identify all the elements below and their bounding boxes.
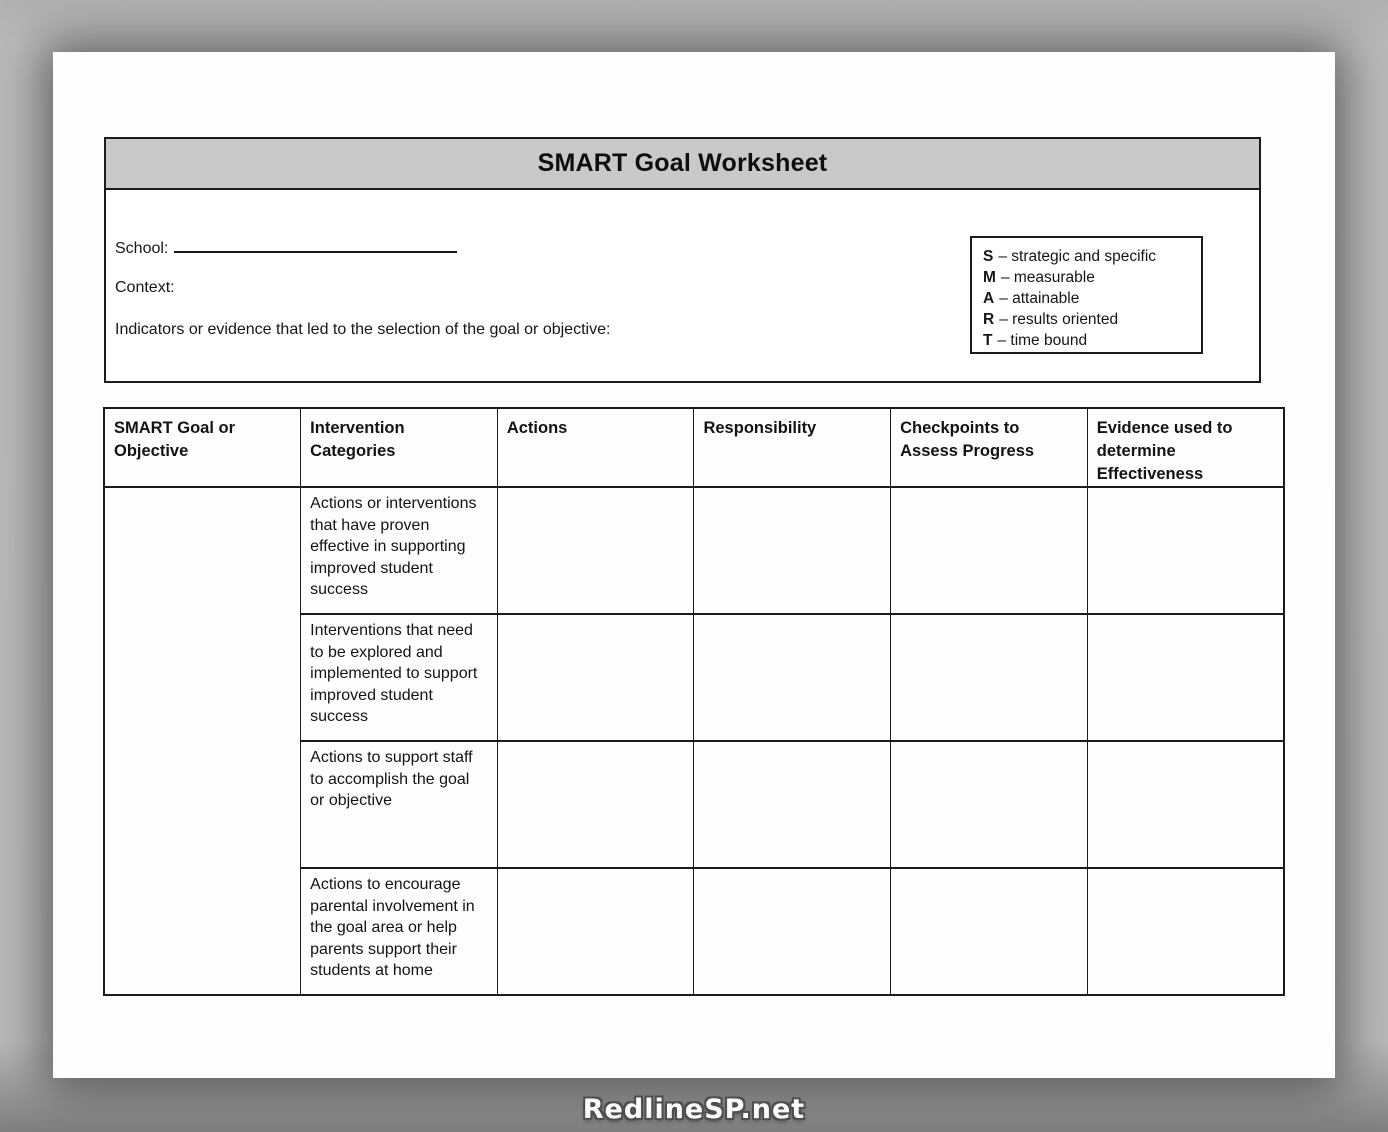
school-blank-line <box>174 236 457 253</box>
actions-cell <box>497 487 694 614</box>
header-content <box>106 190 1259 381</box>
site-watermark: RedlineSP.net <box>582 1094 806 1125</box>
smart-desc: – measurable <box>1000 269 1095 286</box>
intervention-category-cell: Actions or interventions that have proven effective in supporting improved student success <box>301 487 498 614</box>
checkpoints-cell <box>891 741 1088 868</box>
smart-desc: – strategic and specific <box>998 248 1157 265</box>
responsibility-cell <box>694 868 891 995</box>
smart-acronym-legend <box>970 236 1203 354</box>
column-header-intervention: Intervention Categories <box>301 408 498 487</box>
evidence-cell <box>1087 614 1284 741</box>
worksheet-header-box <box>104 137 1261 383</box>
smart-letter: S <box>983 248 994 265</box>
smart-letter: A <box>983 290 995 307</box>
smart-desc: – results oriented <box>999 311 1119 328</box>
smart-legend-row <box>983 309 1197 330</box>
intervention-category-cell: Interventions that need to be explored and implemented to support improved student success <box>301 614 498 741</box>
checkpoints-cell <box>891 614 1088 741</box>
school-field-row <box>115 236 457 258</box>
table-row <box>104 487 1284 614</box>
smart-legend-row <box>983 246 1197 267</box>
smart-goal-cell <box>104 487 301 995</box>
school-label: School: <box>115 240 169 257</box>
smart-letter: R <box>983 311 995 328</box>
checkpoints-cell <box>891 487 1088 614</box>
smart-legend-row <box>983 330 1197 351</box>
intervention-category-cell: Actions to encourage parental involvement in the goal area or help parents support their students at home <box>301 868 498 995</box>
actions-cell <box>497 868 694 995</box>
smart-desc: – time bound <box>997 332 1088 349</box>
smart-letter: T <box>983 332 993 349</box>
evidence-cell <box>1087 487 1284 614</box>
indicators-label: Indicators or evidence that led to the selection of the goal or objective: <box>115 321 611 338</box>
smart-desc: – attainable <box>999 290 1080 307</box>
smart-legend-row <box>983 267 1197 288</box>
table-header-row <box>104 408 1284 487</box>
column-header-responsibility: Responsibility <box>694 408 891 487</box>
evidence-cell <box>1087 868 1284 995</box>
column-header-checkpoints: Checkpoints to Assess Progress <box>891 408 1088 487</box>
goals-table <box>103 407 1285 996</box>
worksheet-title: SMART Goal Worksheet <box>537 149 828 177</box>
intervention-category-cell: Actions to support staff to accomplish the goal or objective <box>301 741 498 868</box>
responsibility-cell <box>694 487 891 614</box>
column-header-smart-goal: SMART Goal or Objective <box>104 408 301 487</box>
actions-cell <box>497 614 694 741</box>
smart-legend-row <box>983 288 1197 309</box>
context-label: Context: <box>115 279 175 296</box>
title-bar <box>106 139 1259 190</box>
actions-cell <box>497 741 694 868</box>
smart-letter: M <box>983 269 996 286</box>
worksheet-page <box>53 52 1335 1078</box>
checkpoints-cell <box>891 868 1088 995</box>
responsibility-cell <box>694 614 891 741</box>
column-header-actions: Actions <box>497 408 694 487</box>
responsibility-cell <box>694 741 891 868</box>
evidence-cell <box>1087 741 1284 868</box>
column-header-evidence: Evidence used to determine Effectiveness <box>1087 408 1284 487</box>
